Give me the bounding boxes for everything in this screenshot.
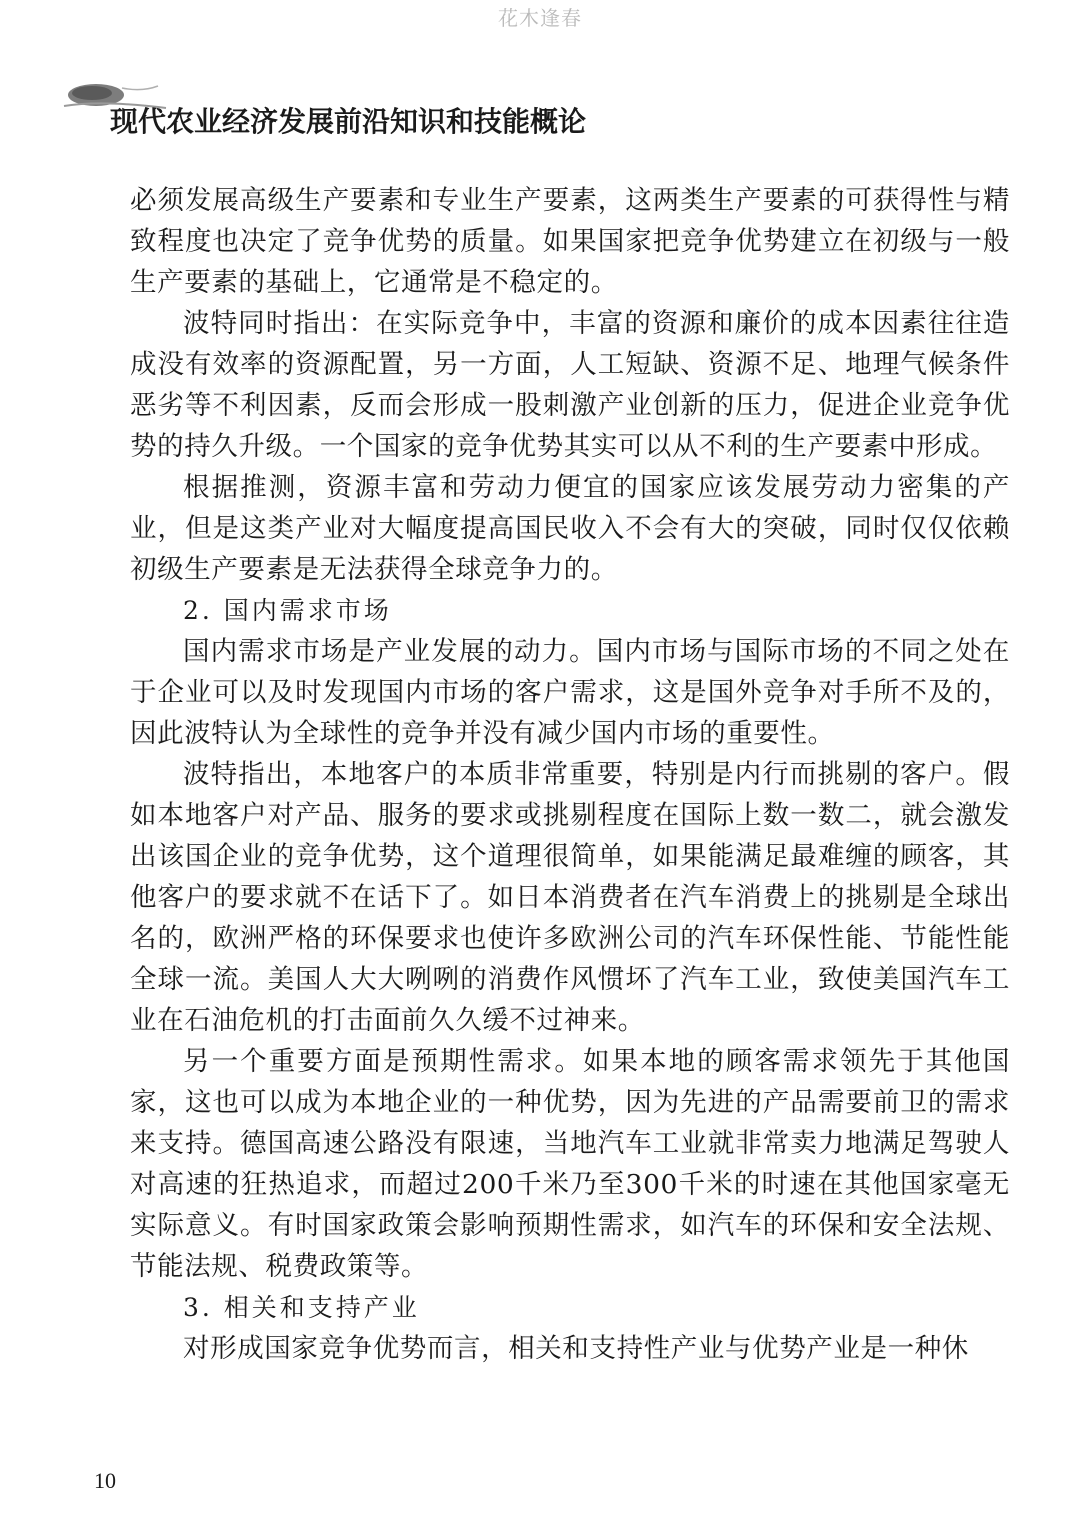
paragraph: 必须发展高级生产要素和专业生产要素，这两类生产要素的可获得性与精致程度也决定了竞争优势的质量。如果国家把竞争优势建立在初级与一般生产要素的基础上，它通常是不稳定的。 xyxy=(130,185,1010,298)
page-body xyxy=(130,180,1010,1369)
running-head: 现代农业经济发展前沿知识和技能概论 xyxy=(110,105,587,138)
section-heading: 3. 相关和支持产业 xyxy=(183,1293,420,1322)
watermark-text: 花木逢春 xyxy=(498,6,582,30)
page-number: 10 xyxy=(94,1468,116,1493)
paragraph: 对形成国家竞争优势而言，相关和支持性产业与优势产业是一种休 xyxy=(183,1333,969,1364)
paragraph: 波特指出，本地客户的本质非常重要，特别是内行而挑剔的客户。假如本地客户对产品、服务的要求或挑剔程度在国际上数一数二，就会激发出该国企业的竞争优势，这个道理很简单，如果能满足最难缠的顾客，其他客户的要求就不在话下了。如日本消费者在汽车消费上的挑剔是全球出名的，欧洲严格的环保要求也使许多欧洲公司的汽车环保性能、节能性能全球一流。美国人大大咧咧的消费作风惯坏了汽车工业，致使美国汽车工业在石油危机的打击面前久久缓不过神来。 xyxy=(130,759,1010,1036)
paragraph: 根据推测，资源丰富和劳动力便宜的国家应该发展劳动力密集的产业，但是这类产业对大幅度提高国民收入不会有大的突破，同时仅仅依赖初级生产要素是无法获得全球竞争力的。 xyxy=(130,472,1010,585)
paragraph: 另一个重要方面是预期性需求。如果本地的顾客需求领先于其他国家，这也可以成为本地企业的一种优势，因为先进的产品需要前卫的需求来支持。德国高速公路没有限速，当地汽车工业就非常卖力地满足驾驶人对高速的狂热追求，而超过200千米乃至300千米的时速在其他国家毫无实际意义。有时国家政策会影响预期性需求，如汽车的环保和安全法规、节能法规、税费政策等。 xyxy=(130,1046,1010,1282)
paragraph: 波特同时指出：在实际竞争中，丰富的资源和廉价的成本因素往往造成没有效率的资源配置，另一方面，人工短缺、资源不足、地理气候条件恶劣等不利因素，反而会形成一股刺激产业创新的压力，促进企业竞争优势的持久升级。一个国家的竞争优势其实可以从不利的生产要素中形成。 xyxy=(130,308,1010,462)
section-heading: 2. 国内需求市场 xyxy=(183,596,392,625)
paragraph: 国内需求市场是产业发展的动力。国内市场与国际市场的不同之处在于企业可以及时发现国内市场的客户需求，这是国外竞争对手所不及的，因此波特认为全球性的竞争并没有减少国内市场的重要性。 xyxy=(130,636,1010,749)
